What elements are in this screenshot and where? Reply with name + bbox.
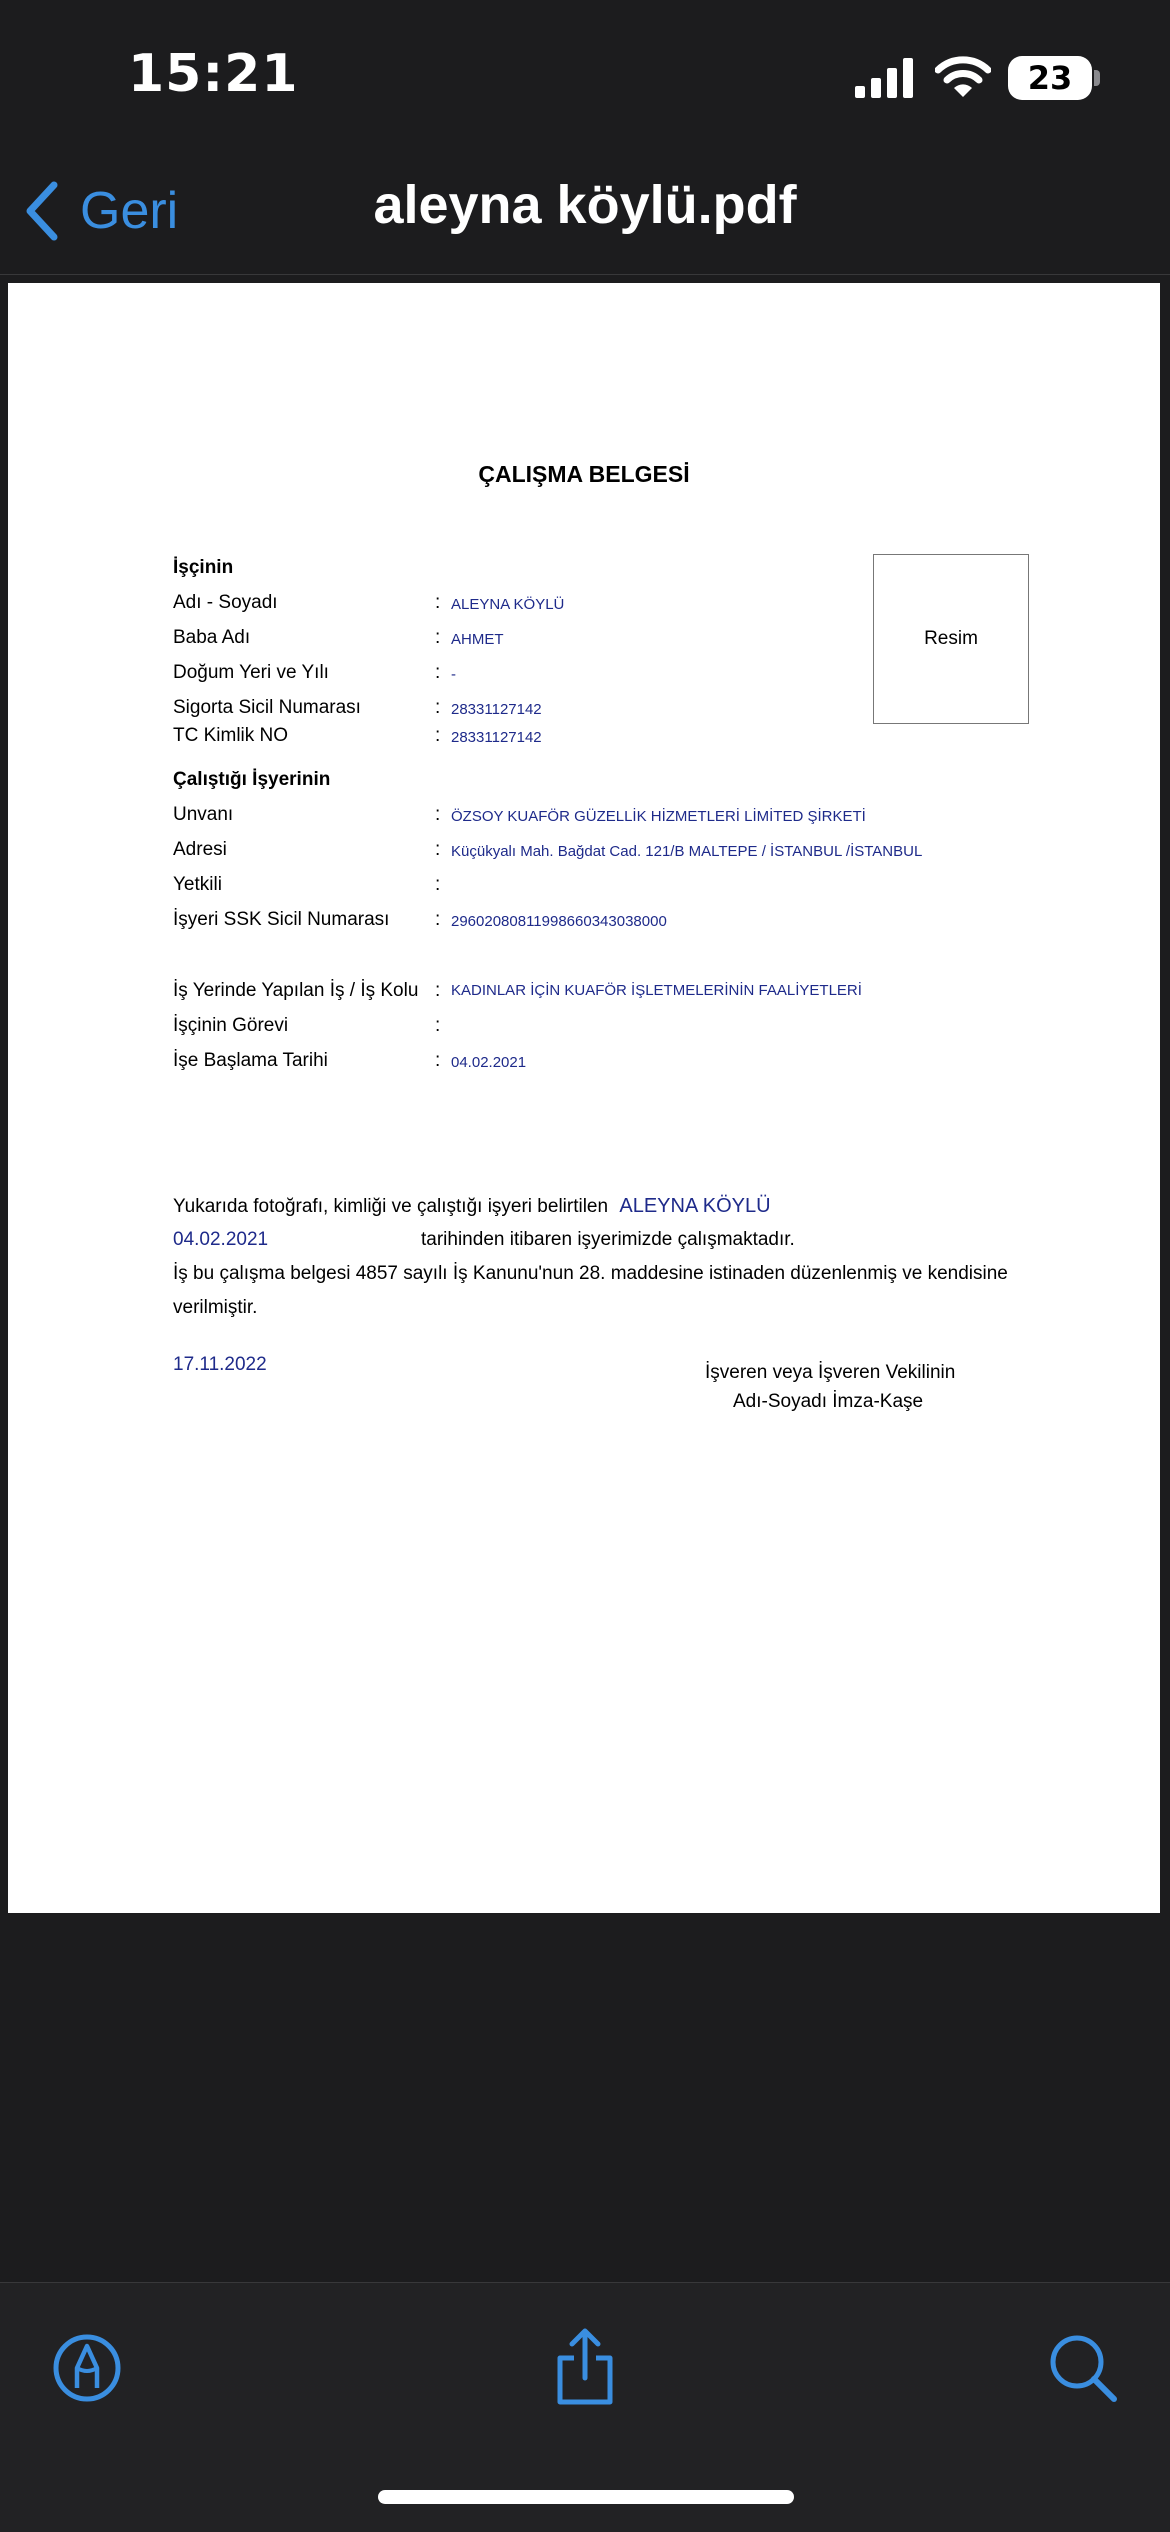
field-colon: :	[435, 592, 441, 613]
photo-placeholder	[873, 554, 1029, 724]
status-time: 15:21	[128, 44, 299, 104]
employee-name: ALEYNA KÖYLÜ	[619, 1195, 771, 1217]
field-colon: :	[435, 662, 441, 683]
field-label: Yetkili	[173, 874, 222, 895]
worker-section-heading: İşçinin	[173, 557, 234, 578]
share-button[interactable]	[540, 2323, 630, 2413]
certificate-title: ÇALIŞMA BELGESİ	[478, 461, 690, 487]
battery-cap	[1094, 70, 1100, 86]
field-value: 28331127142	[451, 701, 542, 718]
field-colon: :	[435, 1015, 441, 1036]
field-value: ÖZSOY KUAFÖR GÜZELLİK HİZMETLERİ LİMİTED ŞİRKETİ	[451, 808, 866, 825]
field-colon: :	[435, 839, 441, 860]
field-value: 28331127142	[451, 729, 542, 746]
field-label: Baba Adı	[173, 627, 251, 648]
start-date: 04.02.2021	[173, 1229, 269, 1250]
field-label: İş Yerinde Yapılan İş / İş Kolu	[173, 980, 419, 1001]
share-icon	[550, 2328, 620, 2408]
paragraph-line-1	[173, 1195, 771, 1218]
field-colon: :	[435, 1050, 441, 1071]
field-label: Adresi	[173, 839, 227, 860]
paragraph-text: tarihinden itibaren işyerimizde çalışmaktadır.	[421, 1229, 795, 1250]
employer-section-heading: Çalıştığı İşyerinin	[173, 769, 331, 790]
battery-indicator: 23	[1008, 56, 1092, 100]
home-indicator[interactable]	[378, 2490, 794, 2504]
field-value: ALEYNA KÖYLÜ	[451, 596, 565, 613]
field-colon: :	[435, 980, 441, 1001]
field-colon: :	[435, 909, 441, 930]
field-colon: :	[435, 697, 441, 718]
field-colon: :	[435, 725, 441, 746]
field-label: İşçinin Görevi	[173, 1015, 289, 1036]
search-button[interactable]	[1038, 2323, 1128, 2413]
photo-label: Resim	[924, 628, 978, 649]
chevron-left-icon	[24, 181, 60, 241]
document-title: aleyna köylü.pdf	[373, 175, 797, 235]
status-bar	[0, 0, 1170, 150]
field-value: Küçükyalı Mah. Bağdat Cad. 121/B MALTEPE / İSTANBUL /İSTANBUL	[451, 843, 923, 860]
field-colon: :	[435, 804, 441, 825]
back-button-label: Geri	[80, 182, 179, 240]
field-label: TC Kimlik NO	[173, 725, 289, 746]
paragraph-text: İş bu çalışma belgesi 4857 sayılı İş Kanunu'nun 28. maddesine istinaden düzenlenmiş ve kendisine	[173, 1263, 1008, 1284]
markup-button[interactable]	[42, 2323, 132, 2413]
field-value: 2960208081199866034303800​0	[451, 913, 667, 930]
field-colon: :	[435, 627, 441, 648]
field-value: 04.02.2021	[451, 1054, 527, 1071]
field-value: KADINLAR İÇİN KUAFÖR İŞLETMELERİNİN FAALİYETLERİ	[451, 982, 862, 999]
navigation-bar	[0, 150, 1170, 275]
paragraph-text: verilmiştir.	[173, 1297, 258, 1318]
pdf-page[interactable]	[8, 283, 1160, 1913]
search-icon	[1047, 2332, 1119, 2404]
field-label: Adı - Soyadı	[173, 592, 278, 613]
wifi-icon	[935, 56, 991, 98]
field-colon: :	[435, 874, 441, 895]
field-label: İşe Başlama Tarihi	[173, 1050, 328, 1071]
paragraph-text: Yukarıda fotoğrafı, kimliği ve çalıştığı işyeri belirtilen	[173, 1196, 609, 1217]
field-label: Sigorta Sicil Numarası	[173, 697, 361, 718]
markup-pen-icon	[51, 2332, 123, 2404]
field-label: İşyeri SSK Sicil Numarası	[173, 909, 390, 930]
field-label: Unvanı	[173, 804, 234, 825]
signature-caption: Adı-Soyadı İmza-Kaşe	[733, 1391, 924, 1412]
cellular-signal-icon	[855, 58, 915, 98]
field-value: AHMET	[451, 631, 504, 648]
issue-date: 17.11.2022	[173, 1354, 267, 1375]
field-value: -	[451, 666, 456, 683]
signature-caption: İşveren veya İşveren Vekilinin	[705, 1362, 956, 1383]
back-button[interactable]	[24, 176, 178, 246]
field-label: Doğum Yeri ve Yılı	[173, 662, 329, 683]
